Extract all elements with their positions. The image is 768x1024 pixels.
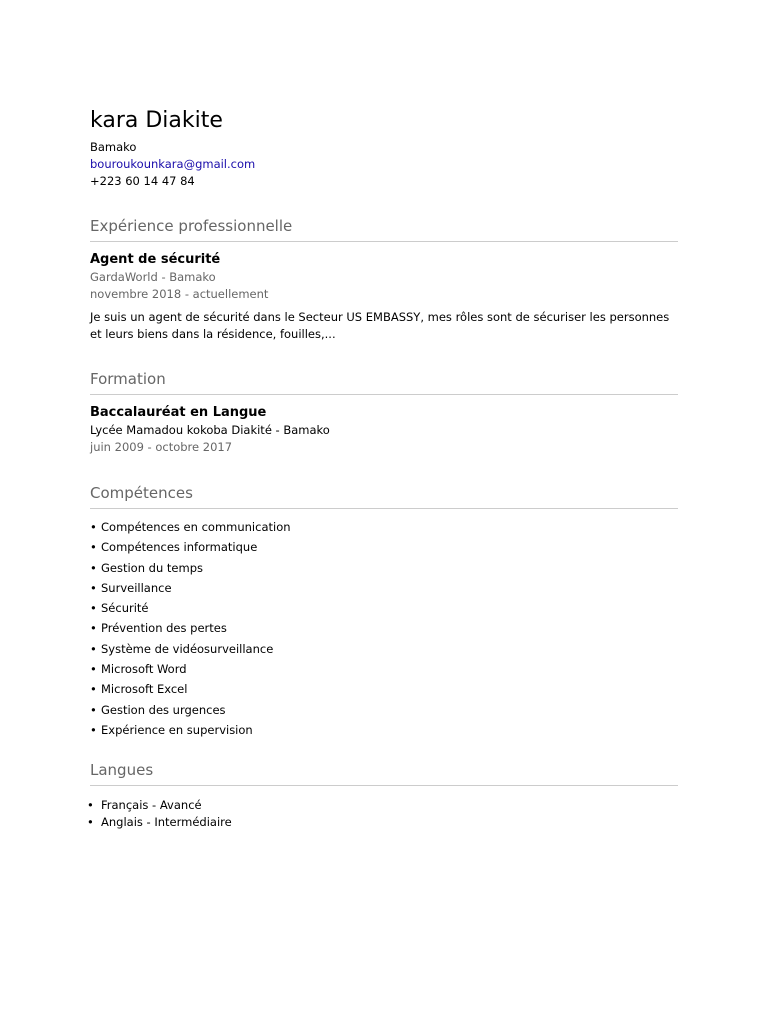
- education-section: [90, 369, 678, 456]
- job-title: Agent de sécurité: [90, 252, 221, 267]
- list-item: • Compétences en communication: [90, 517, 678, 537]
- contact-block: [90, 139, 255, 190]
- languages-list: [90, 797, 678, 831]
- list-item: • Système de vidéosurveillance: [90, 639, 678, 659]
- list-item: • Prévention des pertes: [90, 618, 678, 638]
- degree-title: Baccalauréat en Langue: [90, 405, 267, 420]
- list-item: • Gestion du temps: [90, 558, 678, 578]
- education-section-title: Formation: [90, 369, 678, 395]
- languages-section: [90, 760, 678, 831]
- list-item: • Expérience en supervision: [90, 720, 678, 740]
- contact-city: Bamako: [90, 140, 137, 154]
- job-description: Je suis un agent de sécurité dans le Secteur US EMBASSY, mes rôles sont de sécuriser les personnes et leurs biens dans la résidence, fouilles,...: [90, 310, 670, 341]
- experience-section: [90, 216, 678, 343]
- contact-email-link[interactable]: bouroukounkara@gmail.com: [90, 157, 256, 171]
- contact-phone: +223 60 14 47 84: [90, 174, 195, 188]
- list-item: • Sécurité: [90, 598, 678, 618]
- list-item: • Anglais - Intermédiaire: [90, 814, 678, 831]
- school-name: Lycée Mamadou kokoba Diakité - Bamako: [90, 423, 330, 437]
- skills-list: [90, 517, 678, 740]
- education-dates: juin 2009 - octobre 2017: [90, 440, 233, 454]
- languages-section-title: Langues: [90, 760, 678, 786]
- experience-section-title: Expérience professionnelle: [90, 216, 678, 242]
- job-dates: novembre 2018 - actuellement: [90, 287, 269, 301]
- candidate-name: kara Diakite: [90, 108, 223, 133]
- list-item: • Surveillance: [90, 578, 678, 598]
- list-item: • Microsoft Word: [90, 659, 678, 679]
- list-item: • Français - Avancé: [90, 797, 678, 814]
- list-item: • Microsoft Excel: [90, 679, 678, 699]
- skills-section: [90, 483, 678, 740]
- skills-section-title: Compétences: [90, 483, 678, 509]
- list-item: • Compétences informatique: [90, 537, 678, 557]
- job-company: GardaWorld - Bamako: [90, 270, 216, 284]
- list-item: • Gestion des urgences: [90, 700, 678, 720]
